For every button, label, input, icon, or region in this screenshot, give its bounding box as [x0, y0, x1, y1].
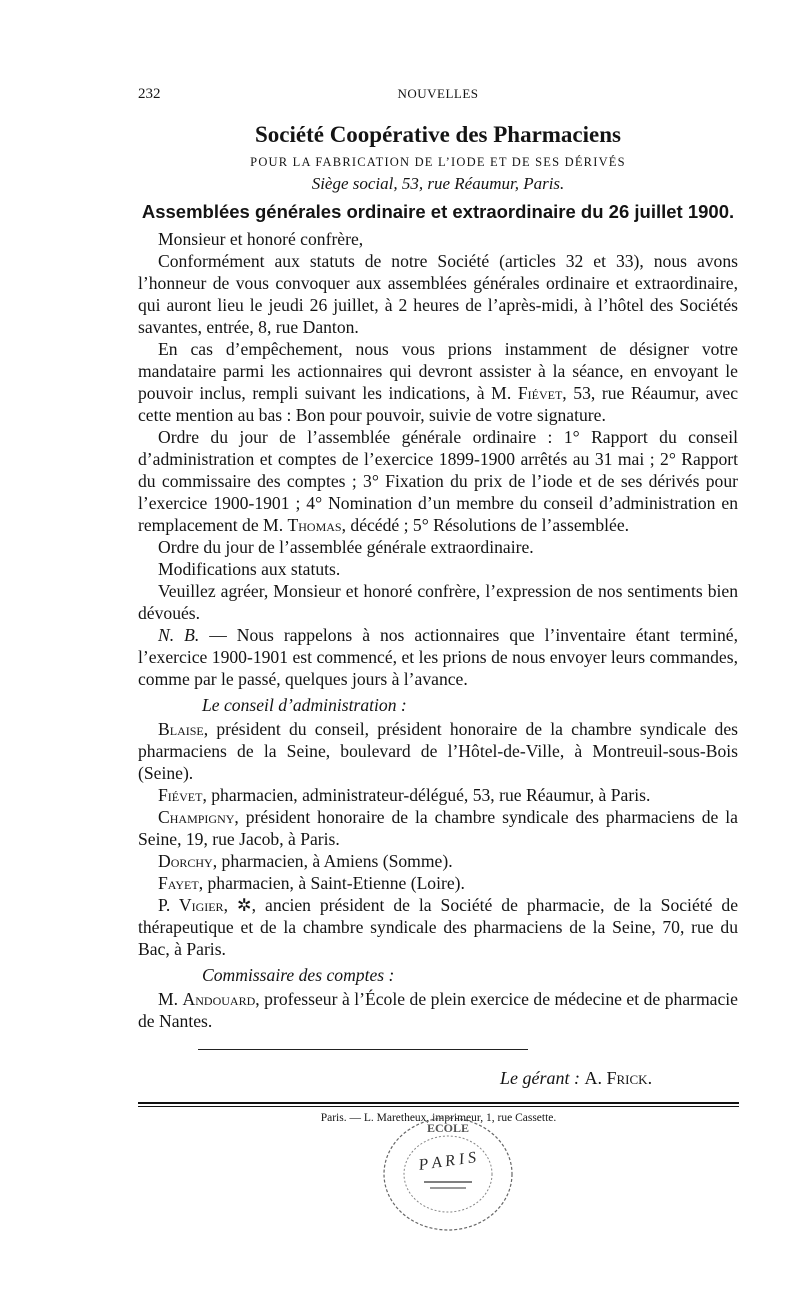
conseil-label: Le conseil d’administration : — [202, 695, 407, 715]
footer-rule — [138, 1106, 739, 1107]
commissaire-entry — [138, 988, 738, 1032]
salutation: Monsieur et honoré confrère, — [158, 229, 364, 249]
commissaire-label: Commissaire des comptes : — [202, 965, 395, 985]
paragraph-veuillez: Veuillez agréer, Monsieur et honoré confrère, l’expression de nos sentiments bien dévoués. — [138, 581, 738, 623]
library-stamp-graphic — [372, 1108, 524, 1238]
nb-text: — Nous rappelons à nos actionnaires que l’inventaire étant terminé, l’exercice 1900-1901 est commencé, et les prions de nous envoyer leurs commandes, comme par le passé, quelques jours à l’avance. — [138, 625, 738, 689]
article-subtitle: POUR LA FABRICATION DE L’IODE ET DE SES DÉRIVÉS — [250, 155, 626, 169]
ordinaire-name: Thomas — [287, 515, 342, 535]
member-text: , président honoraire de la chambre syndicale des pharmaciens de la Seine, 19, rue Jacob, à Paris. — [138, 807, 738, 849]
paragraph-nb — [138, 624, 738, 690]
commissaire-name: Andouard — [182, 989, 256, 1009]
paragraph-ordre-extraordinaire: Ordre du jour de l’assemblée générale extraordinaire. — [158, 537, 534, 557]
empechement-name: Fiévet — [517, 383, 563, 403]
siege-address: 53, rue Réaumur, Paris. — [397, 174, 565, 193]
article — [138, 121, 738, 1032]
signature-rule — [198, 1049, 528, 1050]
conseil-member — [138, 850, 738, 872]
siege-label: Siège social, — [311, 174, 398, 193]
paragraph-ordre-ordinaire — [138, 426, 738, 536]
running-title: NOUVELLES — [397, 86, 479, 101]
printer-imprint: Paris. — L. Maretheux, imprimeur, 1, rue Cassette. — [320, 1112, 557, 1124]
member-text: , pharmacien, à Amiens (Somme). — [212, 851, 453, 871]
running-head — [138, 86, 738, 108]
ordinaire-text-b: , décédé ; 5° Résolutions de l’assemblée. — [341, 515, 630, 535]
nb-label: N. B. — [158, 625, 200, 645]
commissaire-text: , professeur à l’École de plein exercice de médecine et de pharmacie de Nantes. — [138, 989, 738, 1031]
conseil-member — [138, 784, 738, 806]
paragraph-empechement — [138, 338, 738, 426]
member-name: Blaise — [158, 719, 204, 739]
conseil-member — [138, 872, 738, 894]
paragraph-modifications: Modifications aux statuts. — [158, 559, 341, 579]
commissaire-prefix: M. — [158, 989, 183, 1009]
member-text: , ✲, ancien président de la Société de pharmacie, de la Société de thérapeutique et de la chambre syndicale des pharmaciens de la Seine, 70, rue du Bac, à Paris. — [138, 895, 739, 959]
member-name: Dorchy — [158, 851, 213, 871]
gerant-label: Le gérant : — [500, 1068, 580, 1088]
assembly-heading: Assemblées générales ordinaire et extraordinaire du 26 juillet 1900. — [141, 201, 735, 222]
ordinaire-text-a: Ordre du jour de l’assemblée générale ordinaire : 1° Rapport du conseil d’administration et comptes de l’exercice 1899-1900 arrêtés au 31 mai ; 2° Rapport du commissaire des comptes ; 3° Fixation du prix de l’iode et de ses dérivés pour l’exercice 1900-1901 ; 4° Nomination d’un membre du conseil d’administration en remplacement de M. — [138, 427, 738, 535]
conseil-member — [138, 806, 738, 850]
conseil-member — [138, 718, 738, 784]
member-text: , président du conseil, président honoraire de la chambre syndicale des pharmaciens de la Seine, boulevard de l’Hôtel-de-Ville, à Montreuil-sous-Bois (Seine). — [138, 719, 738, 783]
paragraph-convocation: Conformément aux statuts de notre Société (articles 32 et 33), nous avons l’honneur de vous convoquer aux assemblées générales ordinaire et extraordinaire, qui auront lieu le jeudi 26 juillet, à 2 heures de l’après-midi, à l’hôtel des Sociétés savantes, entrée, 8, rue Danton. — [138, 251, 738, 337]
member-name: Champigny — [158, 807, 235, 827]
conseil-member — [138, 894, 738, 960]
footer-rule — [138, 1102, 739, 1104]
empechement-text-a: En cas d’empêchement, nous vous prions instamment de désigner votre mandataire parmi les actionnaires qui devront assister à la séance, en envoyant le pouvoir inclus, rempli suivant les indications, à M. — [138, 339, 738, 403]
gerant-signature — [500, 1068, 652, 1089]
library-stamp — [372, 1108, 524, 1238]
member-text: , pharmacien, à Saint-Etienne (Loire). — [198, 873, 465, 893]
svg-text:ECOLE: ECOLE — [426, 1121, 470, 1135]
article-title: Société Coopérative des Pharmaciens — [254, 122, 621, 147]
svg-text:P A R I S: P A R I S — [417, 1149, 478, 1174]
member-name: P. Vigier — [158, 895, 224, 915]
siege-social — [138, 173, 738, 195]
member-name: Fayet — [158, 873, 199, 893]
gerant-name: A. Frick. — [584, 1068, 653, 1088]
empechement-text-b: , 53, rue Réaumur, avec cette mention au bas : Bon pour pouvoir, suivie de votre signature. — [138, 383, 739, 425]
member-name: Fiévet — [158, 785, 203, 805]
member-text: , pharmacien, administrateur-délégué, 53, rue Réaumur, à Paris. — [202, 785, 651, 805]
page-number: 232 — [138, 86, 161, 102]
